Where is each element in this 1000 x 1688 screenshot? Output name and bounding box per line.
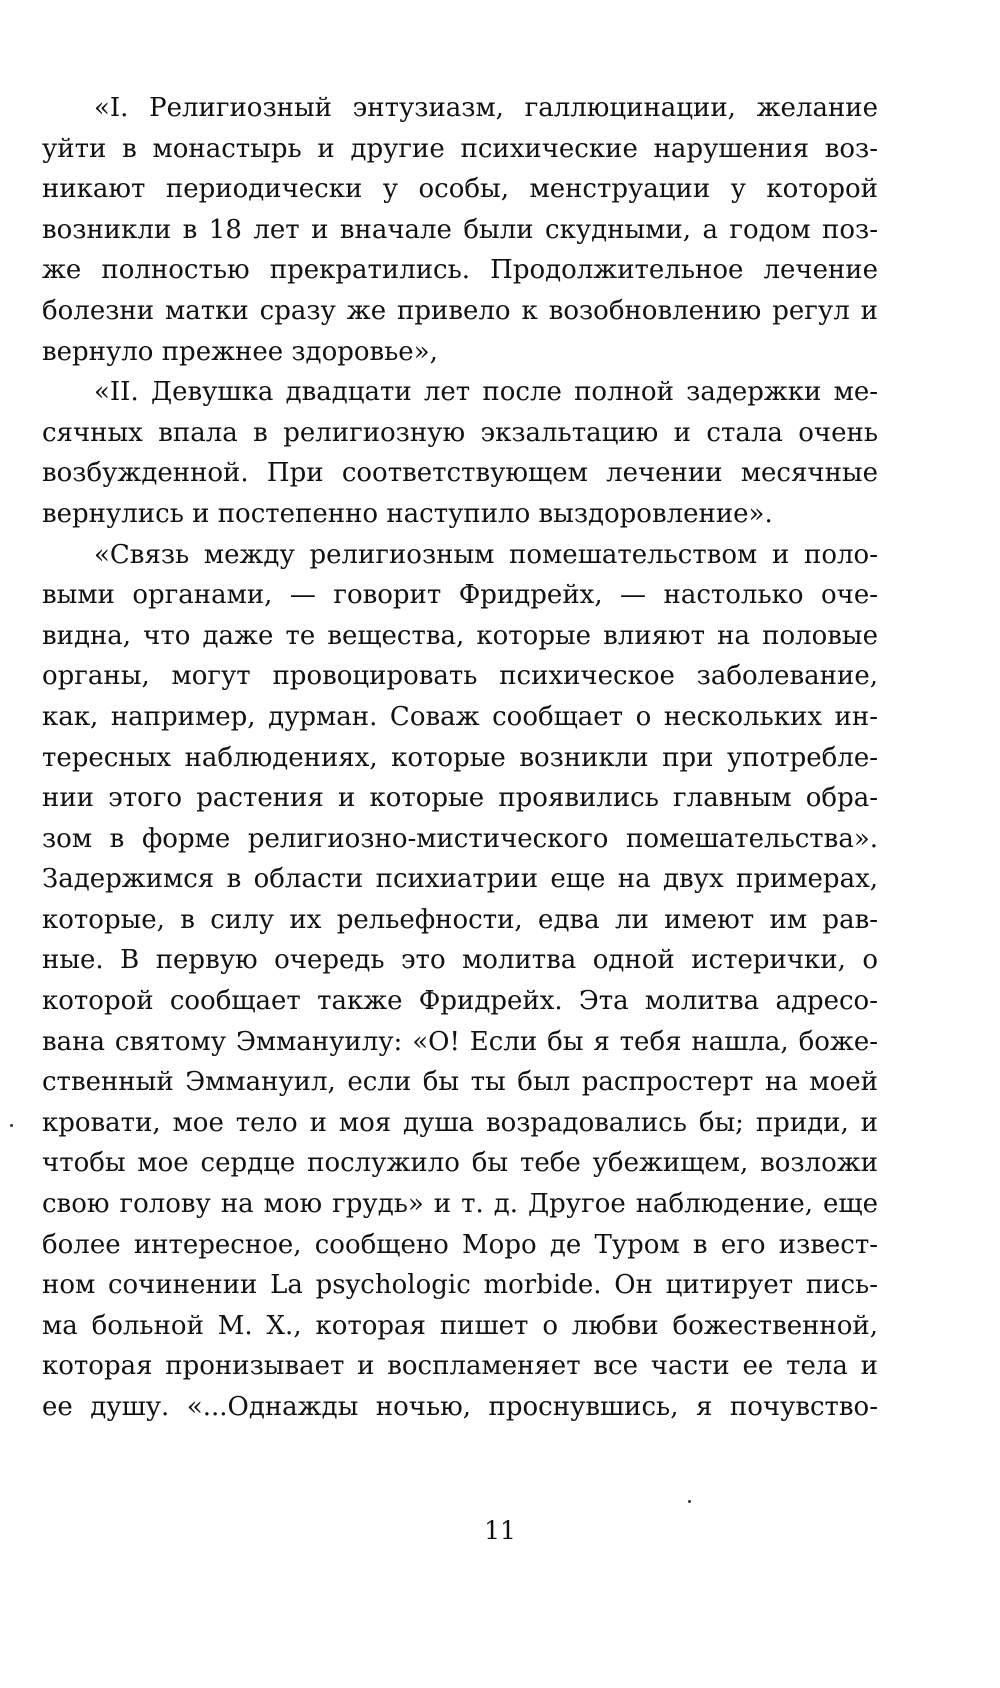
- text-line: ма больной М. Х., которая пишет о любви божественной,: [42, 1310, 878, 1341]
- text-line: вернуло прежнее здоровье»,: [42, 336, 438, 367]
- text-line: видна, что даже те вещества, которые влияют на половые: [42, 620, 878, 651]
- paragraph-3: [42, 535, 878, 1428]
- text-line: тересных наблюдениях, которые возникли при употребле-: [42, 742, 878, 773]
- text-line: которая пронизывает и воспламеняет все части ее тела и: [42, 1351, 878, 1382]
- text-line: кровати, мое тело и моя душа возрадовались бы; приди, и: [42, 1107, 878, 1138]
- text-line: же полностью прекратились. Продолжительное лечение: [42, 255, 878, 286]
- paragraph-2: [42, 372, 878, 534]
- page-body: [42, 88, 878, 1428]
- text-line: выми органами, — говорит Фридрейх, — настолько оче-: [42, 580, 878, 611]
- text-line: возникли в 18 лет и вначале были скудными, а годом поз-: [42, 214, 878, 245]
- text-line: никают периодически у особы, менструации у которой: [42, 174, 878, 205]
- text-line: свою голову на мою грудь» и т. д. Другое наблюдение, еще: [42, 1189, 878, 1220]
- text-line: ном сочинении La psychologic morbide. Он цитирует пись-: [42, 1270, 878, 1301]
- text-line: «II. Девушка двадцати лет после полной задержки ме-: [94, 377, 878, 408]
- scan-speck: [10, 1124, 13, 1127]
- text-line: Задержимся в области психиатрии еще на двух примерах,: [42, 864, 878, 895]
- text-line: сячных впала в религиозную экзальтацию и стала очень: [42, 417, 878, 448]
- text-line: как, например, дурман. Соваж сообщает о нескольких ин-: [42, 701, 878, 732]
- page-number: 11: [484, 1516, 516, 1545]
- text-line: которые, в силу их рельефности, едва ли имеют им рав-: [42, 904, 878, 935]
- text-line: уйти в монастырь и другие психические нарушения воз-: [42, 133, 878, 164]
- text-line: зом в форме религиозно-мистического помешательства».: [42, 823, 878, 854]
- paragraph-1: [42, 88, 878, 372]
- text-line: ственный Эммануил, если бы ты был распростерт на моей: [42, 1067, 878, 1098]
- text-line: «I. Религиозный энтузиазм, галлюцинации, желание: [94, 93, 878, 123]
- text-line: ее душу. «...Однажды ночью, проснувшись, я почувство-: [42, 1392, 878, 1422]
- text-line: ные. В первую очередь это молитва одной истерички, о: [42, 945, 878, 976]
- scan-speck: [688, 1500, 691, 1503]
- text-line: органы, могут провоцировать психическое заболевание,: [42, 661, 878, 692]
- text-line: чтобы мое сердце послужило бы тебе убежищем, возложи: [42, 1148, 878, 1179]
- text-line: возбужденной. При соответствующем лечении месячные: [42, 458, 878, 489]
- text-line: болезни матки сразу же привело к возобновлению регул и: [42, 295, 878, 326]
- text-line: вана святому Эммануилу: «О! Если бы я тебя нашла, боже-: [42, 1026, 878, 1057]
- text-line: «Связь между религиозным помешательством и поло-: [94, 539, 878, 570]
- text-line: которой сообщает также Фридрейх. Эта молитва адресо-: [42, 986, 878, 1017]
- text-line: нии этого растения и которые проявились главным обра-: [42, 783, 878, 814]
- text-line: более интересное, сообщено Моро де Туром в его извест-: [42, 1229, 878, 1260]
- text-line: вернулись и постепенно наступило выздоровление».: [42, 498, 773, 529]
